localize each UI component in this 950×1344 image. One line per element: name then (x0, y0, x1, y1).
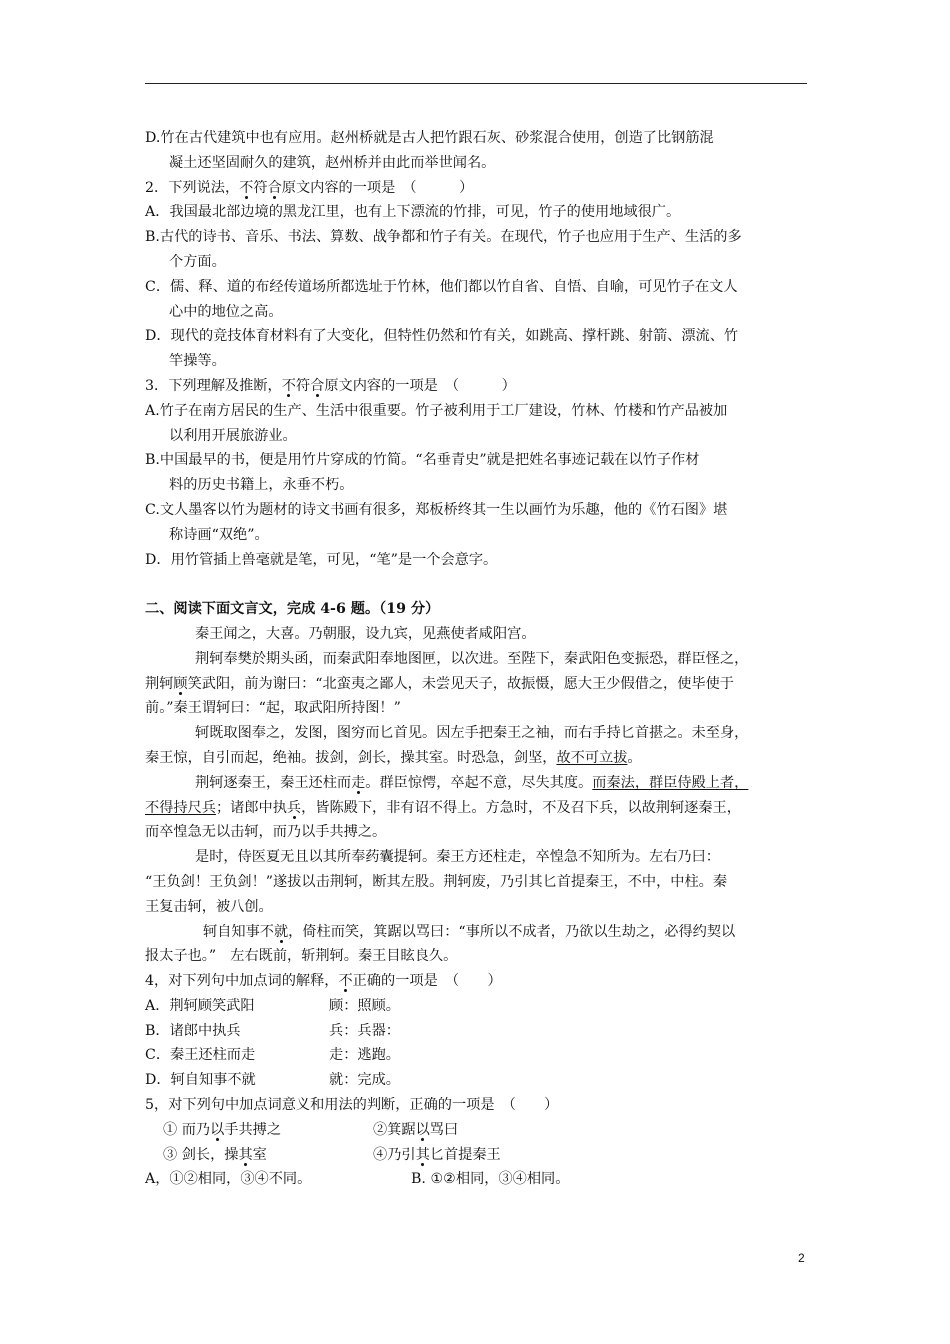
q4-stem (145, 969, 807, 994)
q3-option-b-line2: 料的历史书籍上，永垂不朽。 (169, 477, 354, 494)
passage-text: 秦王惊，自引而起，绝袖。拔剑，剑长，操其室。时恐急，剑坚， (145, 749, 557, 766)
q3-option-a-line2: 以利用开展旅游业。 (169, 427, 297, 444)
q2-stem-text: 原文内容的一项是 （ ） (281, 179, 474, 196)
passage-p5-line2: “王负剑！王负剑！”遂拔以击荆轲，断其左股。荆轲废，乃引其匕首提秦王，不中，中柱。秦 (145, 873, 728, 890)
passage-text: ，皆陈殿下，非有诏不得上。方急时，不及召下兵，以故荆轲逐秦王， (301, 799, 741, 816)
q4-option-explanation: 顾：照顾。 (329, 997, 400, 1014)
passage-text: 笑武阳，前为谢曰：“北蛮夷之鄙人，未尝见天子，故振慑，愿大王少假借之，使毕使于 (187, 675, 734, 692)
q2-stem (145, 176, 807, 201)
q5-item-text: ④乃引 (373, 1146, 416, 1163)
q2-emphasis-dot: 不 (239, 179, 254, 196)
passage-text: 轲自知事不 (203, 923, 274, 940)
passage-p2-line3: 前。”秦王谓轲曰：“起，取武阳所持图！” (145, 700, 401, 717)
passage-text: 荆轲 (145, 675, 174, 692)
page-number: 2 (798, 1251, 805, 1265)
passage-text: ，倚柱而笑，箕踞以骂曰：“事所以不成者，乃欲以生劫之，必得约契以 (288, 923, 736, 940)
q3-option-c-line2: 称诗画“双绝”。 (169, 526, 269, 543)
q5-item-1 (145, 1118, 373, 1143)
q5-item-text: 骂曰 (429, 1121, 459, 1138)
passage-p4-line2 (145, 796, 807, 821)
q4-option-sentence: A．荆轲顾笑武阳 (145, 997, 255, 1014)
passage-underlined-text: 不得持尺兵 (145, 799, 216, 816)
q4-option-sentence: D．轲自知事不就 (145, 1072, 256, 1089)
q5-option-b: B. ①②相同，③④相同。 (411, 1171, 570, 1188)
q5-stem: 5，对下列句中加点词意义和用法的判断，正确的一项是 （ ） (145, 1097, 559, 1114)
q4-option-explanation: 走：逃跑。 (329, 1047, 400, 1064)
q2-option-a: A．我国最北部边境的黑龙江里，也有上下漂流的竹排，可见，竹子的使用地域很广。 (145, 204, 681, 221)
q4-emphasis-dot: 不 (338, 973, 353, 990)
passage-text: 。群臣惊愕，卒起不意，尽失其度。 (365, 774, 593, 791)
header-rule (145, 83, 807, 84)
q3-stem-text: 原文内容的一项是 （ ） (324, 377, 516, 394)
passage-emphasis-dot: 走 (351, 774, 366, 791)
passage-p1: 秦王闻之，大喜。乃朝服，设九宾，见燕使者咸阳宫。 (195, 625, 536, 642)
q2-option-c-line1: C．儒、释、道的布经传道场所都选址于竹林，他们都以竹自省、自悟、自喻，可见竹子在文人 (145, 278, 738, 295)
passage-p3-line1: 轲既取图奉之，发图，图穷而匕首见。因左手把秦王之袖，而右手持匕首揕之。未至身， (195, 725, 749, 742)
q2-option-d-line1: D．现代的竞技体育材料有了大变化，但特性仍然和竹有关，如跳高、撑杆跳、射箭、漂流、竹 (145, 328, 739, 345)
q5-items-row1 (145, 1118, 807, 1143)
q3-option-b-line1: B.中国最早的书，便是用竹片穿成的竹简。“名垂青史”就是把姓名事迹记载在以竹子作材 (145, 452, 700, 469)
q4-stem-text: 4，对下列句中加点词的解释， (145, 973, 339, 990)
q1-option-d-line1: D.竹在古代建筑中也有应用。赵州桥就是古人把竹跟石灰、砂浆混合使用，创造了比钢筋混 (145, 130, 714, 146)
q4-option-explanation: 就：完成。 (329, 1072, 400, 1089)
q3-stem-text: 符 (295, 377, 311, 394)
q1-option-d-line2: 凝土还坚固耐久的建筑，赵州桥并由此而举世闻名。 (169, 154, 496, 171)
q4-option-explanation: 兵：兵器： (329, 1022, 400, 1039)
passage-emphasis-dot: 兵 (286, 799, 302, 816)
q2-option-d-line2: 竿操等。 (169, 353, 226, 370)
q2-option-b-line1: B.古代的诗书、音乐、书法、算数、战争都和竹子有关。在现代，竹子也应用于生产、生活的多 (145, 229, 742, 246)
passage-p6-line1 (145, 920, 807, 945)
q3-option-c-line1: C.文人墨客以竹为题材的诗文书画有很多，郑板桥终其一生以画竹为乐趣，他的《竹石图》堪 (145, 501, 728, 518)
q5-emphasis-dot: 其 (415, 1146, 430, 1163)
q4-option-sentence: B．诸郎中执兵 (145, 1022, 241, 1039)
q5-item-3 (145, 1143, 373, 1168)
q2-stem-text: 符 (253, 179, 268, 196)
q2-option-c-line2: 心中的地位之高。 (169, 303, 283, 320)
q3-option-d: D．用竹管插上兽毫就是笔，可见，“笔”是一个会意字。 (145, 551, 498, 568)
passage-text: 。 (627, 749, 642, 766)
q2-stem-text: 2．下列说法， (145, 179, 240, 196)
passage-underlined-text: 故不可立拔 (556, 749, 628, 766)
q4-option-d (145, 1068, 807, 1093)
passage-emphasis-dot: 就 (273, 923, 289, 940)
section2-heading: 二、阅读下面文言文，完成 4-6 题。（19 分） (145, 601, 440, 618)
passage-p2-line1: 荆轲奉樊於期头函，而秦武阳奉地图匣，以次进。至陛下，秦武阳色变振恐，群臣怪之， (195, 650, 749, 667)
q3-stem (145, 374, 807, 399)
q5-item-text: 手共搏之 (224, 1121, 282, 1138)
q4-stem-text: 正确的一项是 （ ） (352, 973, 502, 990)
passage-p4-line1 (145, 771, 807, 796)
q5-item-4 (373, 1147, 501, 1163)
passage-p5-line3: 王复击轲，被八创。 (145, 898, 273, 915)
q3-option-a-line1: A.竹子在南方居民的生产、生活中很重要。竹子被利用于工厂建设，竹林、竹楼和竹产品被加 (145, 402, 728, 419)
q5-item-text: ① 而乃 (163, 1121, 211, 1138)
q4-option-sentence: C．秦王还柱而走 (145, 1047, 256, 1064)
passage-p6-line2: 报太子也。” 左右既前，斩荆轲。秦王目眩良久。 (145, 948, 458, 965)
q3-emphasis-dot: 合 (310, 377, 325, 394)
q5-option-a: A，①②相同，③④不同。 (145, 1171, 312, 1188)
q5-item-2 (373, 1122, 458, 1138)
q5-emphasis-dot: 其 (238, 1146, 253, 1163)
q5-item-text: 匕首提秦王 (429, 1146, 501, 1163)
passage-text: ；诸郎中执 (215, 799, 287, 816)
q5-items-row2 (145, 1143, 807, 1168)
q4-option-c (145, 1043, 807, 1068)
passage-emphasis-dot: 顾 (173, 675, 188, 692)
q3-emphasis-dot: 不 (281, 377, 296, 394)
passage-underlined-text: 而秦法，群臣侍殿上者， (592, 774, 749, 791)
q2-emphasis-dot: 合 (267, 179, 282, 196)
q4-option-a (145, 994, 807, 1019)
document-body (145, 126, 807, 1192)
section-spacer (145, 572, 807, 597)
q5-item-text: ②箕踞 (373, 1121, 416, 1138)
q5-emphasis-dot: 以 (210, 1121, 225, 1138)
q5-item-text: ③ 剑长，操 (163, 1146, 239, 1163)
q5-item-text: 室 (252, 1146, 267, 1163)
q5-emphasis-dot: 以 (415, 1121, 430, 1138)
q5-options (145, 1167, 807, 1192)
q3-stem-text: 3．下列理解及推断， (145, 377, 282, 394)
passage-p2-line2 (145, 672, 807, 697)
passage-p3-line2 (145, 746, 807, 771)
passage-text: 荆轲逐秦王，秦王还柱而 (195, 774, 352, 791)
q4-option-b (145, 1019, 807, 1044)
passage-p4-line3: 而卒惶急无以击轲，而乃以手共搏之。 (145, 824, 387, 841)
q2-option-b-line2: 个方面。 (169, 253, 226, 270)
passage-p5-line1: 是时，侍医夏无且以其所奉药囊提轲。秦王方还柱走，卒惶急不知所为。左右乃曰： (195, 849, 720, 866)
